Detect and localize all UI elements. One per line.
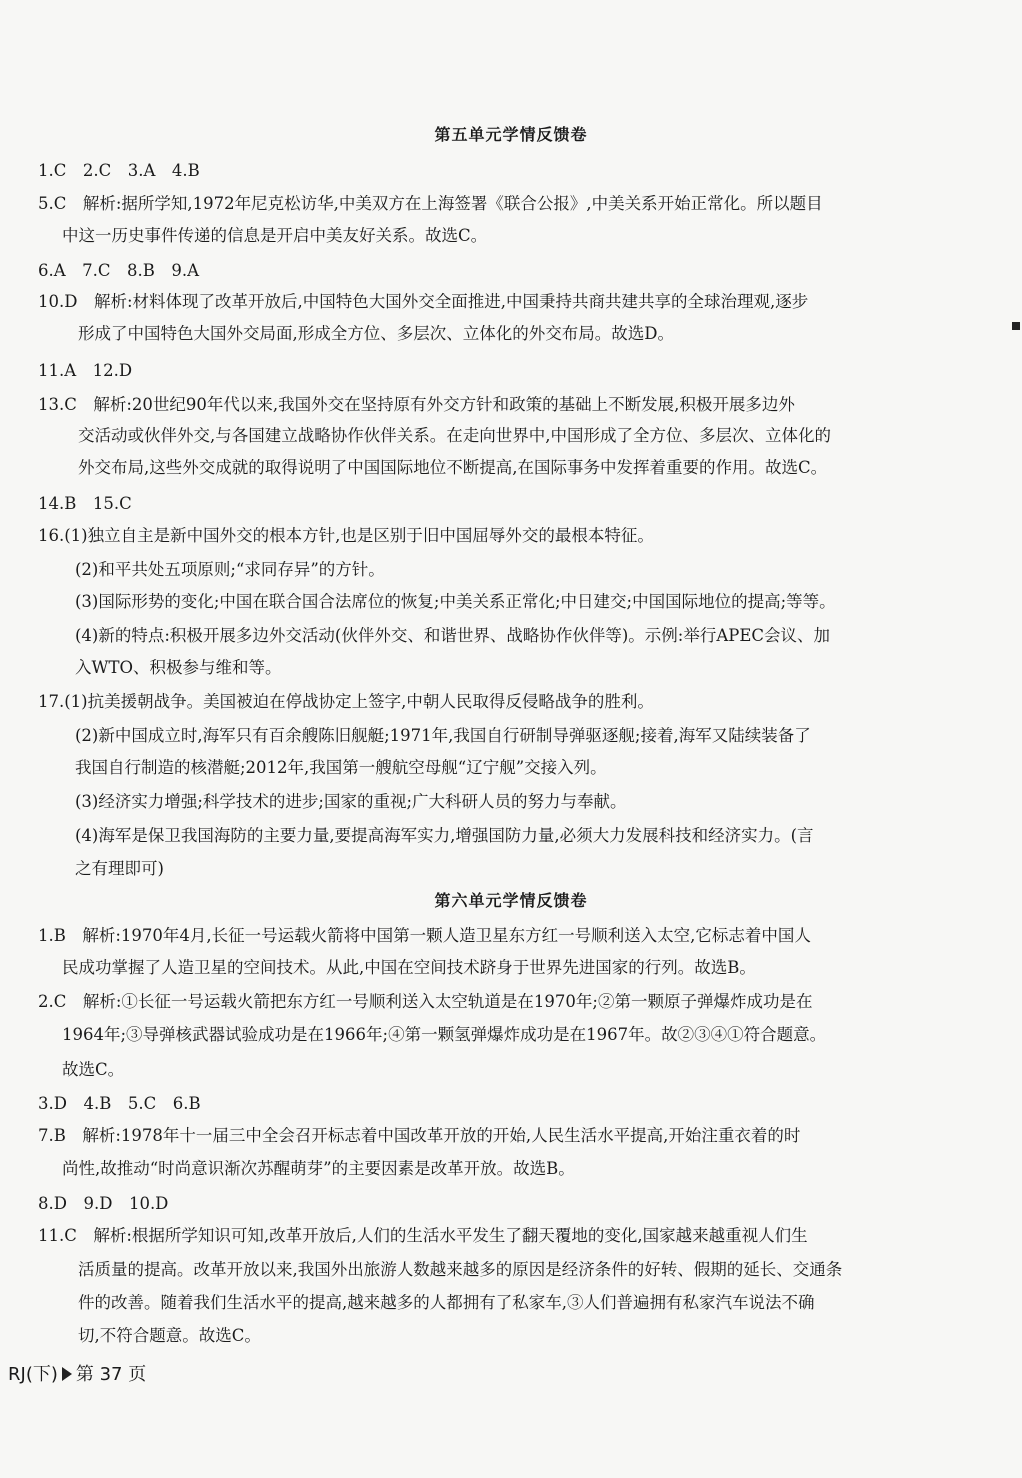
s6-line-11: 活质量的提高。改革开放以来,我国外出旅游人数越来越多的原因是经济条件的好转、假期的延长、交通条 xyxy=(78,1260,843,1279)
s5-line-7: 11.A 12.D xyxy=(38,361,133,380)
s6-line-2: 民成功掌握了人造卫星的空间技术。从此,中国在空间技术跻身于世界先进国家的行列。故选B。 xyxy=(62,958,756,977)
s5-line-16: 入WTO、积极参与维和等。 xyxy=(75,658,282,677)
edge-mark xyxy=(1012,322,1020,330)
s5-line-19: 我国自行制造的核潜艇;2012年,我国第一艘航空母舰“辽宁舰”交接入列。 xyxy=(75,758,607,777)
s6-line-7: 7.B 解析:1978年十一届三中全会召开标志着中国改革开放的开始,人民生活水平提高,开始注重衣着的时 xyxy=(38,1126,801,1145)
s5-line-20: (3)经济实力增强;科学技术的进步;国家的重视;广大科研人员的努力与奉献。 xyxy=(75,792,627,811)
s5-line-4: 6.A 7.C 8.B 9.A xyxy=(38,261,200,280)
s5-line-2: 5.C 解析:据所学知,1972年尼克松访华,中美双方在上海签署《联合公报》,中美关系开始正常化。所以题目 xyxy=(38,194,823,213)
s5-line-11: 14.B 15.C xyxy=(38,494,132,513)
page-number: 第 37 页 xyxy=(75,1364,147,1385)
s5-line-10: 外交布局,这些外交成就的取得说明了中国国际地位不断提高,在国际事务中发挥着重要的作用。故选C。 xyxy=(78,458,828,477)
edition-label: RJ(下) xyxy=(8,1364,58,1385)
s6-line-6: 3.D 4.B 5.C 6.B xyxy=(38,1094,201,1113)
s6-line-5: 故选C。 xyxy=(62,1060,125,1079)
s5-line-18: (2)新中国成立时,海军只有百余艘陈旧舰艇;1971年,我国自行研制导弹驱逐舰;接着,海军又陆续装备了 xyxy=(75,726,811,745)
s5-line-3: 中这一历史事件传递的信息是开启中美友好关系。故选C。 xyxy=(62,226,488,245)
s6-line-3: 2.C 解析:①长征一号运载火箭把东方红一号顺利送入太空轨道是在1970年;②第一颗原子弹爆炸成功是在 xyxy=(38,992,813,1011)
triangle-right-icon xyxy=(62,1367,72,1381)
s6-line-9: 8.D 9.D 10.D xyxy=(38,1194,169,1213)
s6-line-1: 1.B 解析:1970年4月,长征一号运载火箭将中国第一颗人造卫星东方红一号顺利送入太空,它标志着中国人 xyxy=(38,926,811,945)
section-6-title: 第六单元学情反馈卷 xyxy=(434,891,588,910)
s6-line-12: 件的改善。随着我们生活水平的提高,越来越多的人都拥有了私家车,③人们普遍拥有私家汽车说法不确 xyxy=(78,1293,815,1312)
s5-line-14: (3)国际形势的变化;中国在联合国合法席位的恢复;中美关系正常化;中日建交;中国国际地位的提高;等等。 xyxy=(75,592,836,611)
s5-line-6: 形成了中国特色大国外交局面,形成全方位、多层次、立体化的外交布局。故选D。 xyxy=(78,324,674,343)
s5-line-8: 13.C 解析:20世纪90年代以来,我国外交在坚持原有外交方针和政策的基础上不断发展,积极开展多边外 xyxy=(38,395,795,414)
s5-line-1: 1.C 2.C 3.A 4.B xyxy=(38,161,200,180)
page-footer xyxy=(8,1360,146,1386)
s6-line-13: 切,不符合题意。故选C。 xyxy=(78,1326,261,1345)
section-5-title: 第五单元学情反馈卷 xyxy=(434,125,588,144)
s5-line-5: 10.D 解析:材料体现了改革开放后,中国特色大国外交全面推进,中国秉持共商共建共享的全球治理观,逐步 xyxy=(38,292,809,311)
s5-line-13: (2)和平共处五项原则;“求同存异”的方针。 xyxy=(75,560,385,579)
s6-line-8: 尚性,故推动“时尚意识渐次苏醒萌芽”的主要因素是改革开放。故选B。 xyxy=(62,1159,575,1178)
s5-line-21: (4)海军是保卫我国海防的主要力量,要提高海军实力,增强国防力量,必须大力发展科技和经济实力。(言 xyxy=(75,826,814,845)
s5-line-12: 16.(1)独立自主是新中国外交的根本方针,也是区别于旧中国屈辱外交的最根本特征。 xyxy=(38,526,654,545)
s6-line-10: 11.C 解析:根据所学知识可知,改革开放后,人们的生活水平发生了翻天覆地的变化,国家越来越重视人们生 xyxy=(38,1226,808,1245)
s5-line-15: (4)新的特点:积极开展多边外交活动(伙伴外交、和谐世界、战略协作伙伴等)。示例:举行APEC会议、加 xyxy=(75,626,831,645)
s5-line-9: 交活动或伙伴外交,与各国建立战略协作伙伴关系。在走向世界中,中国形成了全方位、多层次、立体化的 xyxy=(78,426,831,445)
s5-line-22: 之有理即可) xyxy=(75,859,164,878)
s6-line-4: 1964年;③导弹核武器试验成功是在1966年;④第一颗氢弹爆炸成功是在1967年。故②③④①符合题意。 xyxy=(62,1025,827,1044)
s5-line-17: 17.(1)抗美援朝战争。美国被迫在停战协定上签字,中朝人民取得反侵略战争的胜利。 xyxy=(38,692,654,711)
